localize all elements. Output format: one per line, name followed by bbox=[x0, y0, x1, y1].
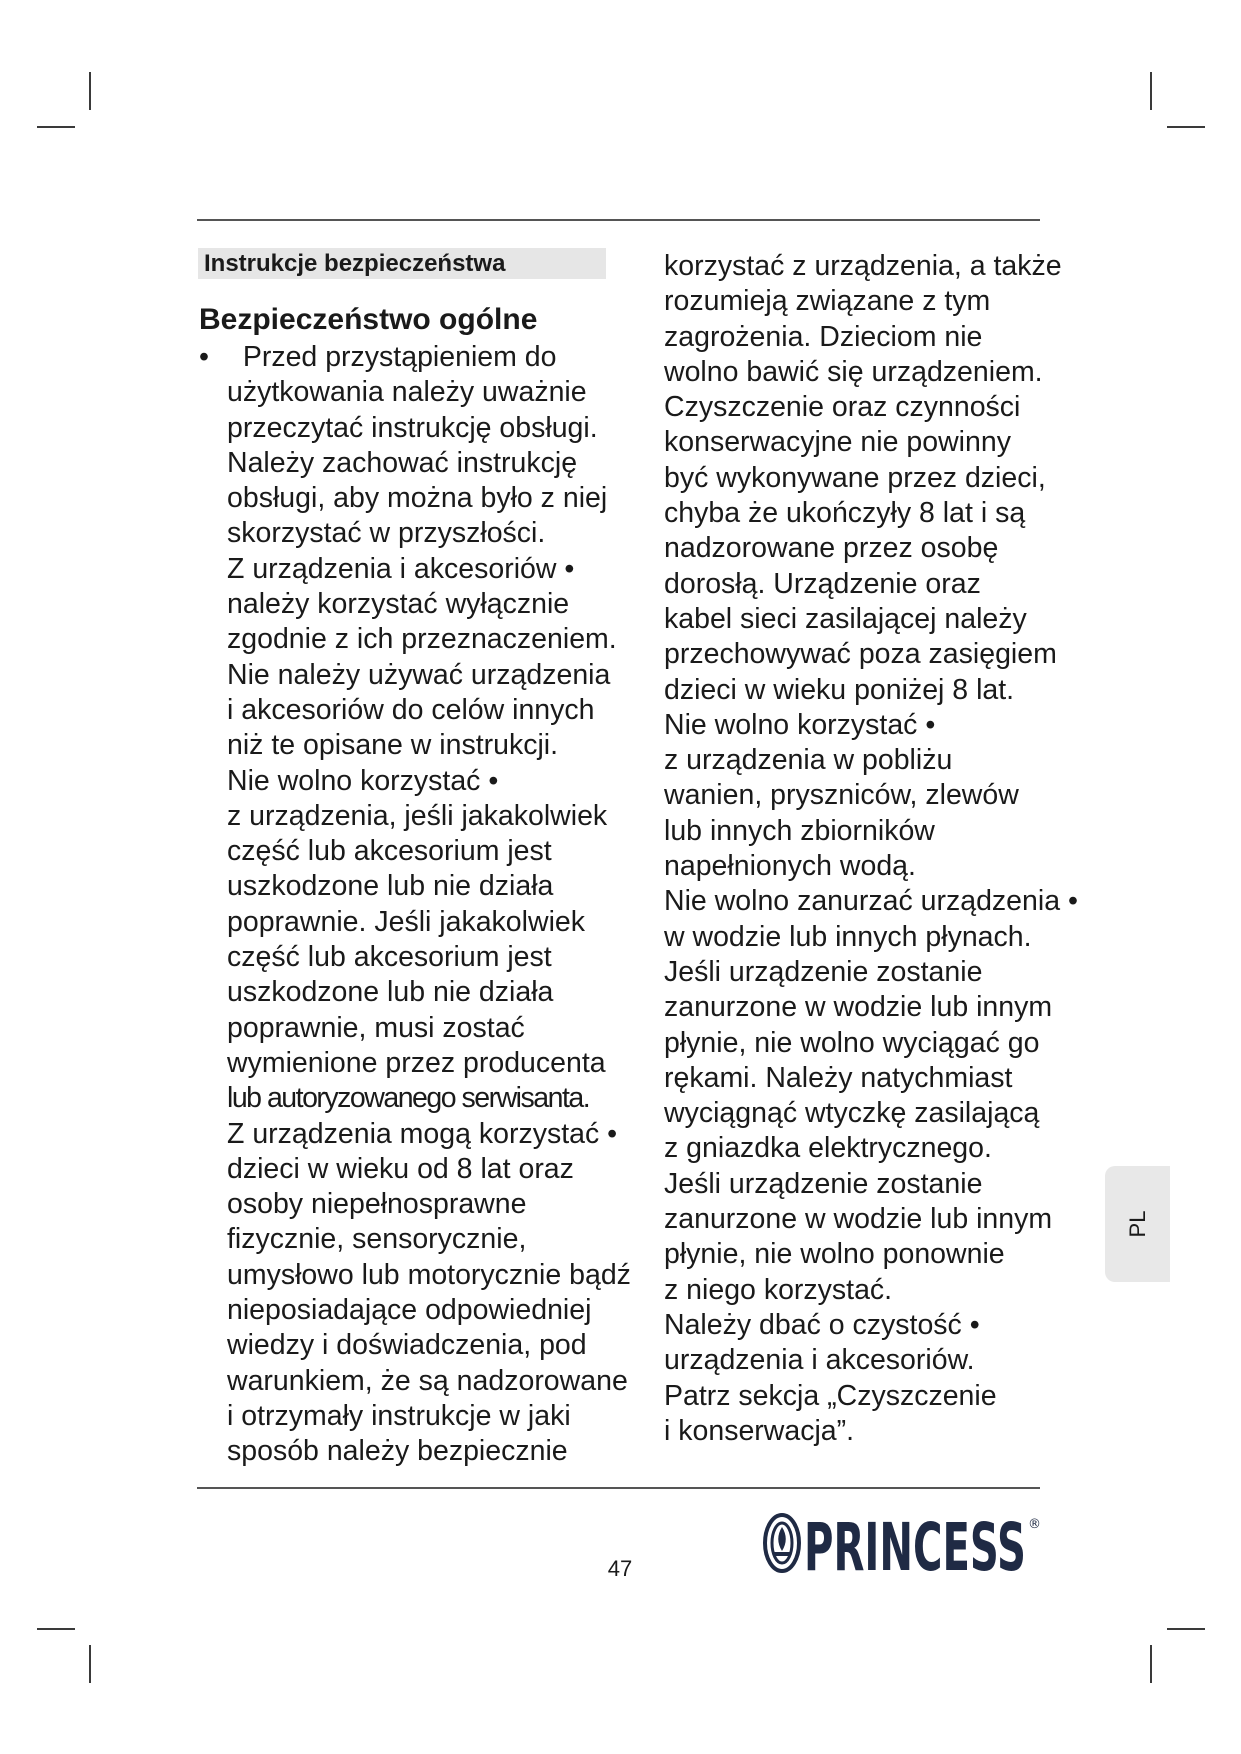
text-line: i konserwacja”. bbox=[664, 1414, 855, 1447]
text-line: Przed przystąpieniem do bbox=[227, 341, 557, 373]
text-line: Nie wolno zanurzać urządzenia • bbox=[664, 885, 1078, 918]
text-line: umysłowo lub motorycznie bądź bbox=[227, 1258, 631, 1291]
text-line: Nie wolno korzystać • bbox=[227, 764, 499, 797]
text-line: nadzorowane przez osobę bbox=[664, 532, 999, 565]
princess-logo bbox=[760, 1508, 1045, 1578]
crop-mark-bottom-right-horizontal bbox=[1167, 1628, 1205, 1630]
text-line: Należy zachować instrukcję bbox=[227, 446, 578, 479]
text-line: płynie, nie wolno wyciągać go bbox=[664, 1026, 1040, 1059]
text-line: część lub akcesorium jest bbox=[227, 941, 552, 974]
text-line: obsługi, aby można było z niej bbox=[227, 482, 608, 515]
text-line: skorzystać w przyszłości. bbox=[227, 517, 546, 550]
text-line: należy korzystać wyłącznie bbox=[227, 588, 570, 621]
text-line: Jeśli urządzenie zostanie bbox=[664, 955, 983, 988]
text-line: być wykonywane przez dzieci, bbox=[664, 461, 1046, 494]
text-line: dorosłą. Urządzenie oraz bbox=[664, 567, 981, 600]
text-line: Czyszczenie oraz czynności bbox=[664, 391, 1021, 424]
text-line: Należy dbać o czystość • bbox=[664, 1308, 980, 1341]
crop-mark-bottom-left-horizontal bbox=[37, 1628, 75, 1630]
text-line: Nie należy używać urządzenia bbox=[227, 658, 611, 691]
text-line: poprawnie. Jeśli jakakolwiek bbox=[227, 905, 586, 938]
logo-brand-text: PRINCESS bbox=[804, 1509, 1026, 1578]
registered-mark: ® bbox=[1028, 1517, 1041, 1532]
text-line: lub innych zbiorników bbox=[664, 814, 935, 847]
text-line: uszkodzone lub nie działa bbox=[227, 870, 554, 903]
crop-mark-bottom-left-vertical bbox=[89, 1645, 91, 1683]
text-line: część lub akcesorium jest bbox=[227, 835, 552, 868]
text-line: lub autoryzowanego serwisanta. bbox=[227, 1082, 590, 1115]
text-line: kabel sieci zasilającej należy bbox=[664, 602, 1027, 635]
text-line: osoby niepełnosprawne bbox=[227, 1188, 527, 1221]
text-line: z urządzenia w pobliżu bbox=[664, 744, 953, 777]
text-line: wanien, pryszniców, zlewów bbox=[664, 779, 1019, 812]
text-line: zagrożenia. Dzieciom nie bbox=[664, 320, 983, 353]
text-line: użytkowania należy uważnie bbox=[227, 376, 587, 409]
text-line: wymienione przez producenta bbox=[227, 1046, 606, 1079]
crop-mark-bottom-right-vertical bbox=[1150, 1645, 1152, 1683]
bottom-rule bbox=[197, 1487, 1040, 1489]
text-line: przechowywać poza zasięgiem bbox=[664, 638, 1057, 671]
text-line: wyciągnąć wtyczkę zasilającą bbox=[664, 1097, 1040, 1130]
text-line: płynie, nie wolno ponownie bbox=[664, 1238, 1005, 1271]
text-line: z niego korzystać. bbox=[664, 1273, 893, 1306]
text-line: chyba że ukończyły 8 lat i są bbox=[664, 497, 1026, 530]
text-line: urządzenia i akcesoriów. bbox=[664, 1344, 975, 1377]
right-column bbox=[664, 249, 1104, 1449]
language-tab-label: PL bbox=[1124, 1210, 1150, 1238]
crop-mark-top-left-vertical bbox=[89, 72, 91, 110]
text-line: wolno bawić się urządzeniem. bbox=[664, 355, 1043, 388]
text-line: dzieci w wieku od 8 lat oraz bbox=[227, 1152, 574, 1185]
text-line: zanurzone w wodzie lub innym bbox=[664, 1203, 1053, 1236]
text-line: z gniazdka elektrycznego. bbox=[664, 1132, 992, 1165]
section-heading: Bezpieczeństwo ogólne bbox=[199, 303, 538, 336]
text-line: i otrzymały instrukcje w jaki bbox=[227, 1399, 571, 1432]
text-line: i akcesoriów do celów innych bbox=[227, 693, 595, 726]
language-tab bbox=[1105, 1166, 1170, 1282]
text-line: uszkodzone lub nie działa bbox=[227, 976, 554, 1009]
crop-mark-top-left-horizontal bbox=[37, 126, 75, 128]
text-line: poprawnie, musi zostać bbox=[227, 1011, 525, 1044]
crop-mark-top-right-horizontal bbox=[1167, 126, 1205, 128]
text-line: Patrz sekcja „Czyszczenie bbox=[664, 1379, 997, 1412]
text-line: Z urządzenia i akcesoriów • bbox=[227, 552, 575, 585]
text-line: Jeśli urządzenie zostanie bbox=[664, 1167, 983, 1200]
text-line: wiedzy i doświadczenia, pod bbox=[227, 1329, 587, 1362]
text-line: rękami. Należy natychmiast bbox=[664, 1061, 1013, 1094]
text-line: zgodnie z ich przeznaczeniem. bbox=[227, 623, 617, 656]
text-line: konserwacyjne nie powinny bbox=[664, 426, 1011, 459]
text-line: rozumieją związane z tym bbox=[664, 285, 991, 318]
text-line: niż te opisane w instrukcji. bbox=[227, 729, 559, 762]
left-column bbox=[227, 340, 667, 1470]
bullet-marker: • bbox=[199, 341, 209, 373]
text-line: Nie wolno korzystać • bbox=[664, 708, 936, 741]
text-line: w wodzie lub innych płynach. bbox=[664, 920, 1032, 953]
text-line: fizycznie, sensorycznie, bbox=[227, 1223, 527, 1256]
princess-emblem-icon bbox=[765, 1515, 799, 1571]
top-rule bbox=[197, 219, 1040, 221]
page-number: 47 bbox=[607, 1556, 633, 1581]
text-line: nieposiadające odpowiedniej bbox=[227, 1294, 592, 1327]
crop-mark-top-right-vertical bbox=[1150, 72, 1152, 110]
text-line: dzieci w wieku poniżej 8 lat. bbox=[664, 673, 1015, 706]
text-line: z urządzenia, jeśli jakakolwiek bbox=[227, 799, 608, 832]
text-line: zanurzone w wodzie lub innym bbox=[664, 991, 1053, 1024]
text-line: Z urządzenia mogą korzystać • bbox=[227, 1117, 618, 1150]
section-label: Instrukcje bezpieczeństwa bbox=[198, 248, 606, 279]
text-line: sposób należy bezpiecznie bbox=[227, 1435, 568, 1468]
text-line: warunkiem, że są nadzorowane bbox=[227, 1364, 628, 1397]
text-line: korzystać z urządzenia, a także bbox=[664, 250, 1062, 282]
text-line: napełnionych wodą. bbox=[664, 850, 916, 883]
text-line: przeczytać instrukcję obsługi. bbox=[227, 411, 598, 444]
